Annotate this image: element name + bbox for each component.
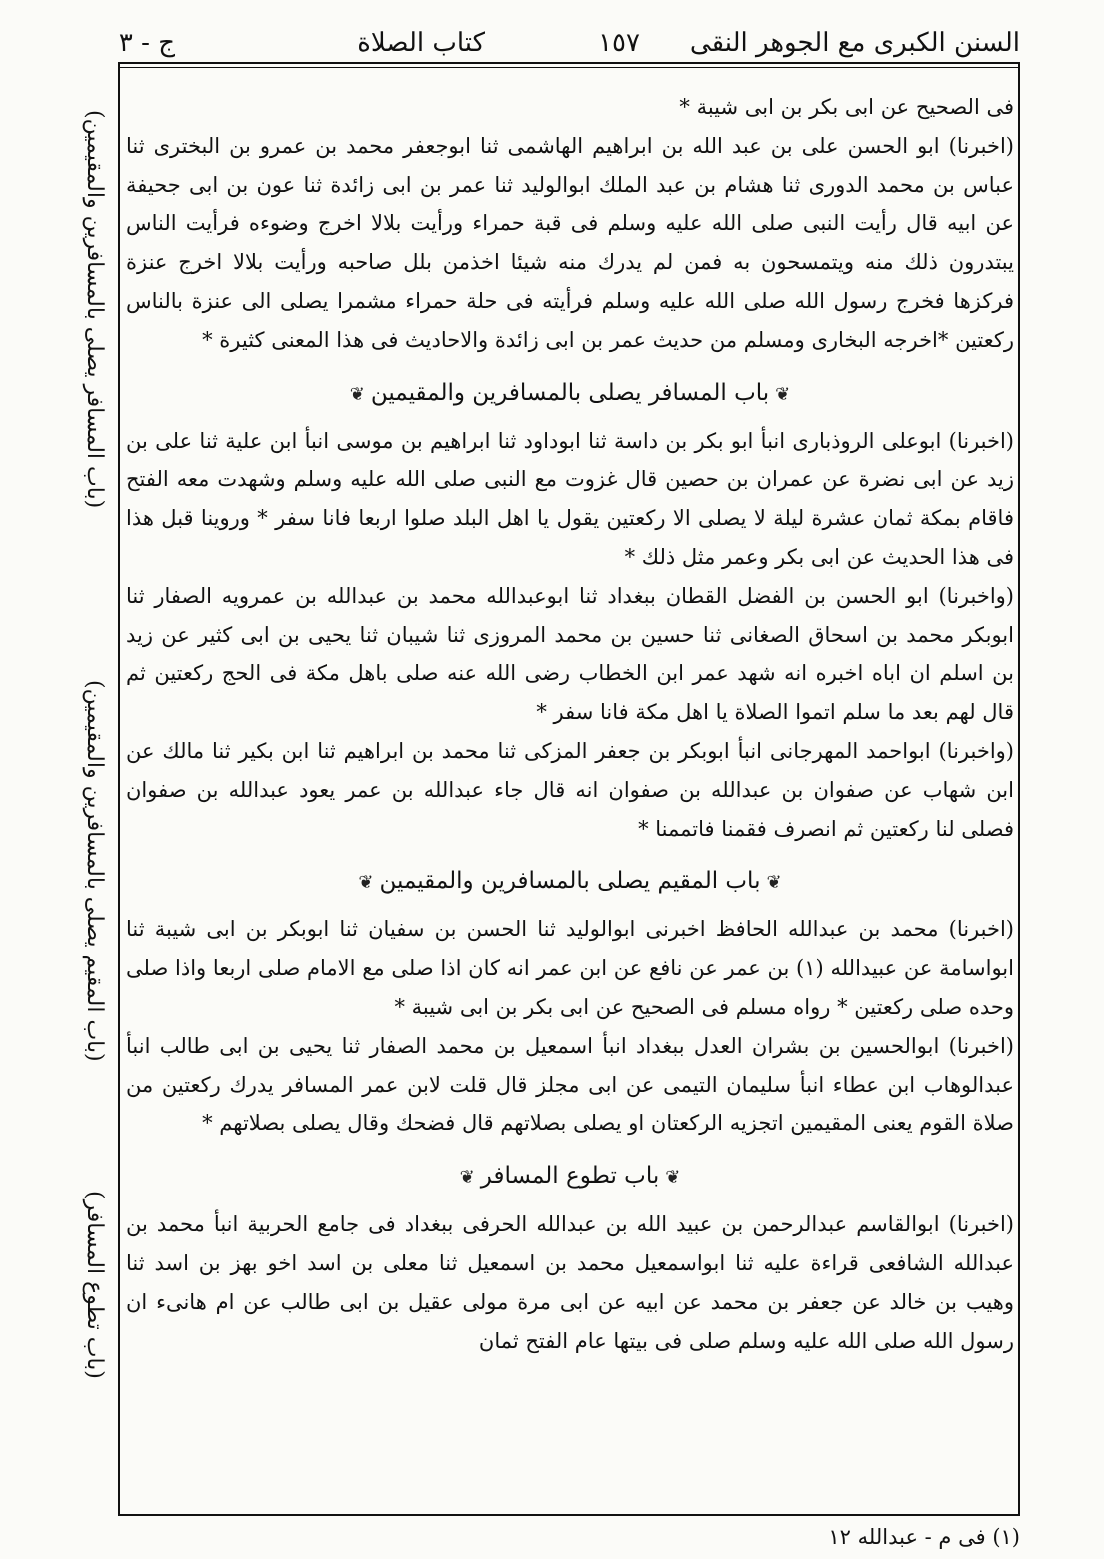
ornament-icon: ❦ bbox=[665, 1167, 681, 1189]
main-text bbox=[126, 88, 1014, 1360]
page-number: ١٥٧ bbox=[598, 28, 640, 58]
margin-note-1: (باب المسافر يصلى بالمسافرين والمقيمين) bbox=[82, 109, 107, 508]
ornament-icon: ❦ bbox=[459, 1167, 475, 1189]
chapter-title: كتاب الصلاة bbox=[357, 28, 485, 58]
paragraph: فى الصحيح عن ابى بكر بن ابى شيبة * bbox=[679, 95, 1014, 119]
paragraph: (واخبرنا) ابواحمد المهرجانى انبأ ابوبكر بن جعفر المزكى ثنا محمد بن ابراهيم ثنا ابن بكير ثنا مالك عن ابن شهاب عن صفوان بن عبدالله بن صفوان انه قال جاء عبدالله بن عمر يعود عبدالله بن صفوان فصلى لنا ركعتين ثم انصرف فقمنا فاتممنا * bbox=[126, 738, 1014, 841]
book-title: السنن الكبرى مع الجوهر النقى bbox=[689, 28, 1020, 58]
footnote: (١) فى م - عبدالله ١٢ bbox=[828, 1525, 1020, 1549]
paragraph: (اخبرنا) ابوالحسين بن بشران العدل ببغداد انبأ اسمعيل بن محمد الصفار ثنا يحيى بن ابى طالب انبأ عبدالوهاب ابن عطاء انبأ سليمان التيمى عن ابى مجلز قال قلت لابن عمر المسافر يدرك ركعتين من صلاة القوم يعنى المقيمين اتجزيه الركعتان او يصلى بصلاتهم قال فضحك وقال يصلى بصلاتهم * bbox=[126, 1033, 1014, 1136]
paragraph: (اخبرنا) ابو الحسن على بن عبد الله بن ابراهيم الهاشمى ثنا ابوجعفر محمد بن عمرو بن البخترى ثنا عباس بن محمد الدورى ثنا هشام بن عبد الملك ابوالوليد ثنا عمر بن ابى زائدة ثنا عون بن ابى جحيفة عن ابيه قال رأيت النبى صلى الله عليه وسلم فى قبة حمراء ورأيت بلالا اخرج وضوءه فرأيت الناس يبتدرون ذلك منه ويتمسحون به فمن لم يدرك منه شيئا اخذمن بلل صاحبه ورأيت بلالا اخرج عنزة فركزها فخرج رسول الله صلى الله عليه وسلم فرأيته فى حلة حمراء مشمرا يصلى الى عنزة بالناس ركعتين *اخرجه البخارى ومسلم من حديث عمر بن ابى زائدة والاحاديث فى هذا المعنى كثيرة * bbox=[126, 133, 1014, 352]
section-heading-text: باب تطوع المسافر bbox=[480, 1163, 660, 1190]
section-heading bbox=[126, 858, 1014, 906]
paragraph: (اخبرنا) ابوعلى الروذبارى انبأ ابو بكر بن داسة ثنا ابوداود ثنا ابراهيم بن موسى انبأ ابن علية ثنا على بن زيد عن ابى نضرة عن عمران بن حصين قال غزوت مع النبى صلى الله عليه وسلم وشهدت معه الفتح فاقام بمكة ثمان عشرة ليلة لا يصلى الا ركعتين يقول يا اهل البلد صلوا اربعا فانا سفر * وروينا قبل هذا فى هذا الحديث عن ابى بكر وعمر مثل ذلك * bbox=[126, 428, 1014, 569]
paragraph: (اخبرنا) ابوالقاسم عبدالرحمن بن عبيد الله بن عبدالله الحرفى ببغداد فى جامع الحربية انبأ محمد بن عبدالله الشافعى قراءة عليه ثنا ابواسمعيل محمد بن اسمعيل ثنا معلى بن اسد اخو بهز بن اسد ثنا وهيب بن خالد عن جعفر بن محمد عن ابيه عن ابى مرة مولى عقيل بن ابى طالب عن ام هانىء ان رسول الله صلى الله عليه وسلم صلى فى بيتها عام الفتح ثمان bbox=[126, 1212, 1014, 1353]
ornament-icon: ❦ bbox=[766, 872, 782, 894]
paragraph: (اخبرنا) محمد بن عبدالله الحافظ اخبرنى ابوالوليد ثنا الحسن بن سفيان ثنا ابوبكر بن ابى شيبة ثنا ابواسامة عن عبيدالله (١) بن عمر عن نافع عن ابن عمر انه كان اذا صلى مع الامام صلى اربعا واذا صلى وحده صلى ركعتين * رواه مسلم فى الصحيح عن ابى بكر بن ابى شيبة * bbox=[126, 917, 1014, 1019]
ornament-icon: ❦ bbox=[358, 872, 374, 894]
volume-label: ج - ٣ bbox=[118, 28, 175, 58]
ornament-icon: ❦ bbox=[349, 383, 365, 405]
margin-note-3: (باب تطوع المسافر) bbox=[82, 1191, 107, 1379]
margin-note-2: (باب المقيم يصلى بالمسافرين والمقيمين) bbox=[82, 680, 107, 1062]
ornament-icon: ❦ bbox=[775, 383, 791, 405]
frame-inner-rule bbox=[120, 67, 1018, 68]
section-heading-text: باب المسافر يصلى بالمسافرين والمقيمين bbox=[370, 379, 770, 406]
section-heading bbox=[126, 1153, 1014, 1201]
paragraph: (واخبرنا) ابو الحسن بن الفضل القطان ببغداد ثنا ابوعبدالله محمد بن عبدالله بن عمرويه الصفار ثنا ابوبكر محمد بن اسحاق الصغانى ثنا حسين بن محمد المروزى ثنا شيبان ثنا يحيى بن ابى كثير عن زيد بن اسلم ان اباه اخبره انه شهد عمر ابن الخطاب رضى الله عنه صلى باهل مكة فى الحج ركعتين ثم قال لهم بعد ما سلم اتموا الصلاة يا اهل مكة فانا سفر * bbox=[126, 583, 1014, 725]
page-header bbox=[100, 22, 1020, 62]
section-heading bbox=[126, 370, 1014, 418]
section-heading-text: باب المقيم يصلى بالمسافرين والمقيمين bbox=[379, 868, 761, 895]
